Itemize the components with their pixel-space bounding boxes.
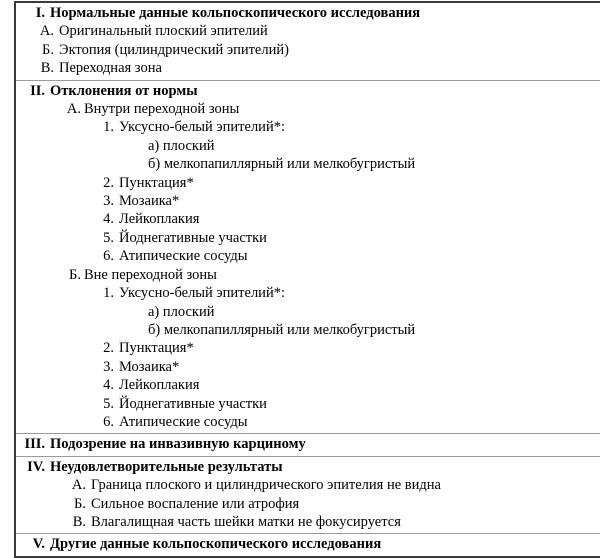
section-block xyxy=(16,4,600,80)
section-marker: V. xyxy=(32,536,45,553)
section-heading xyxy=(16,458,600,476)
section-block xyxy=(16,82,600,434)
list-item-text: Атипические сосуды xyxy=(119,413,248,430)
section-heading-text: Другие данные кольпоскопического исследования xyxy=(50,536,382,553)
section-heading-text: Отклонения от нормы xyxy=(50,82,198,99)
section-heading xyxy=(16,535,600,553)
list-item-marker: Б. xyxy=(42,41,54,58)
list-item-text: Внутри переходной зоны xyxy=(84,101,240,118)
section-cell xyxy=(15,534,600,557)
list-item-text: Лейкоплакия xyxy=(119,211,200,228)
list-item-marker: Б. xyxy=(74,495,86,512)
table-row xyxy=(15,80,600,434)
list-item xyxy=(16,210,600,228)
section-block xyxy=(16,458,600,534)
section-marker: III. xyxy=(24,436,45,453)
section-cell xyxy=(15,456,600,534)
list-item-text: Переходная зона xyxy=(59,60,162,77)
list-item-marker: 2. xyxy=(103,174,114,191)
list-item-text: Лейкоплакия xyxy=(119,377,200,394)
list-item xyxy=(16,22,600,40)
list-item-marker: В. xyxy=(72,513,86,530)
list-item xyxy=(16,395,600,413)
list-item-marker: 6. xyxy=(103,248,114,265)
list-item xyxy=(16,266,600,284)
list-item-text: Граница плоского и цилиндрического эпителия не видна xyxy=(91,477,441,494)
list-item-marker: А. xyxy=(66,101,81,118)
list-item-marker: Б. xyxy=(69,266,81,283)
list-item xyxy=(16,247,600,265)
section-heading-text: Неудовлетворительные результаты xyxy=(50,458,283,475)
list-item-text: Мозаика* xyxy=(119,193,180,210)
section-heading-text: Подозрение на инвазивную карциному xyxy=(50,436,306,453)
list-item xyxy=(16,118,600,136)
list-item xyxy=(16,174,600,192)
list-item xyxy=(16,229,600,247)
list-item-marker: 3. xyxy=(103,193,114,210)
list-item-marker: 1. xyxy=(103,119,114,136)
list-item xyxy=(16,303,600,321)
list-item-text: Пунктация* xyxy=(119,174,194,191)
list-item-marker: 4. xyxy=(103,211,114,228)
section-marker: I. xyxy=(35,5,45,21)
list-item xyxy=(16,155,600,173)
list-item xyxy=(16,476,600,494)
list-item-marker: 3. xyxy=(103,358,114,375)
list-item-marker: А. xyxy=(39,23,54,40)
list-item-marker: 2. xyxy=(103,340,114,357)
list-item-text: Оригинальный плоский эпителий xyxy=(59,23,268,40)
section-marker: II. xyxy=(30,82,45,99)
list-item-text: Влагалищная часть шейки матки не фокусируется xyxy=(91,513,401,530)
list-item xyxy=(16,59,600,77)
list-item-text: Вне переходной зоны xyxy=(84,266,217,283)
list-item xyxy=(16,100,600,118)
list-item-text: а) плоский xyxy=(148,303,215,320)
list-item xyxy=(16,321,600,339)
list-item xyxy=(16,513,600,531)
table-row xyxy=(15,2,600,80)
list-item xyxy=(16,358,600,376)
list-item-text: Атипические сосуды xyxy=(119,248,248,265)
section-marker: IV. xyxy=(27,458,45,475)
list-item-marker: В. xyxy=(40,60,54,77)
section-block xyxy=(16,435,600,455)
table-row xyxy=(15,434,600,456)
list-item-marker: 6. xyxy=(103,413,114,430)
list-item-marker: 5. xyxy=(103,229,114,246)
list-item-text: б) мелкопапиллярный или мелкобугристый xyxy=(148,156,416,173)
list-item xyxy=(16,137,600,155)
list-item-text: Йоднегативные участки xyxy=(119,229,267,246)
section-cell xyxy=(15,80,600,434)
list-item-text: а) плоский xyxy=(148,137,215,154)
list-item-text: Эктопия (цилиндрический эпителий) xyxy=(59,41,289,58)
list-item-text: Мозаика* xyxy=(119,358,180,375)
list-item-text: Йоднегативные участки xyxy=(119,395,267,412)
list-item-text: Уксусно-белый эпителий*: xyxy=(119,119,285,136)
list-item-text: Сильное воспаление или атрофия xyxy=(91,495,300,512)
list-item xyxy=(16,376,600,394)
list-item-text: Уксусно-белый эпителий*: xyxy=(119,285,285,302)
table-body xyxy=(15,2,600,557)
list-item-text: Пунктация* xyxy=(119,340,194,357)
list-item xyxy=(16,495,600,513)
colposcopy-classification-table xyxy=(14,1,600,558)
section-block xyxy=(16,535,600,555)
list-item-marker: 1. xyxy=(103,285,114,302)
table-row xyxy=(15,456,600,534)
list-item-marker: 4. xyxy=(103,377,114,394)
section-heading xyxy=(16,82,600,100)
list-item xyxy=(16,41,600,59)
section-cell xyxy=(15,2,600,80)
section-heading xyxy=(16,4,600,22)
list-item xyxy=(16,339,600,357)
table-row xyxy=(15,534,600,557)
list-item xyxy=(16,284,600,302)
section-heading xyxy=(16,435,600,453)
list-item-text: б) мелкопапиллярный или мелкобугристый xyxy=(148,321,416,338)
list-item xyxy=(16,192,600,210)
section-heading-text: Нормальные данные кольпоскопического исследования xyxy=(50,5,421,21)
list-item xyxy=(16,413,600,431)
section-cell xyxy=(15,434,600,456)
list-item-marker: 5. xyxy=(103,395,114,412)
list-item-marker: А. xyxy=(71,477,86,494)
